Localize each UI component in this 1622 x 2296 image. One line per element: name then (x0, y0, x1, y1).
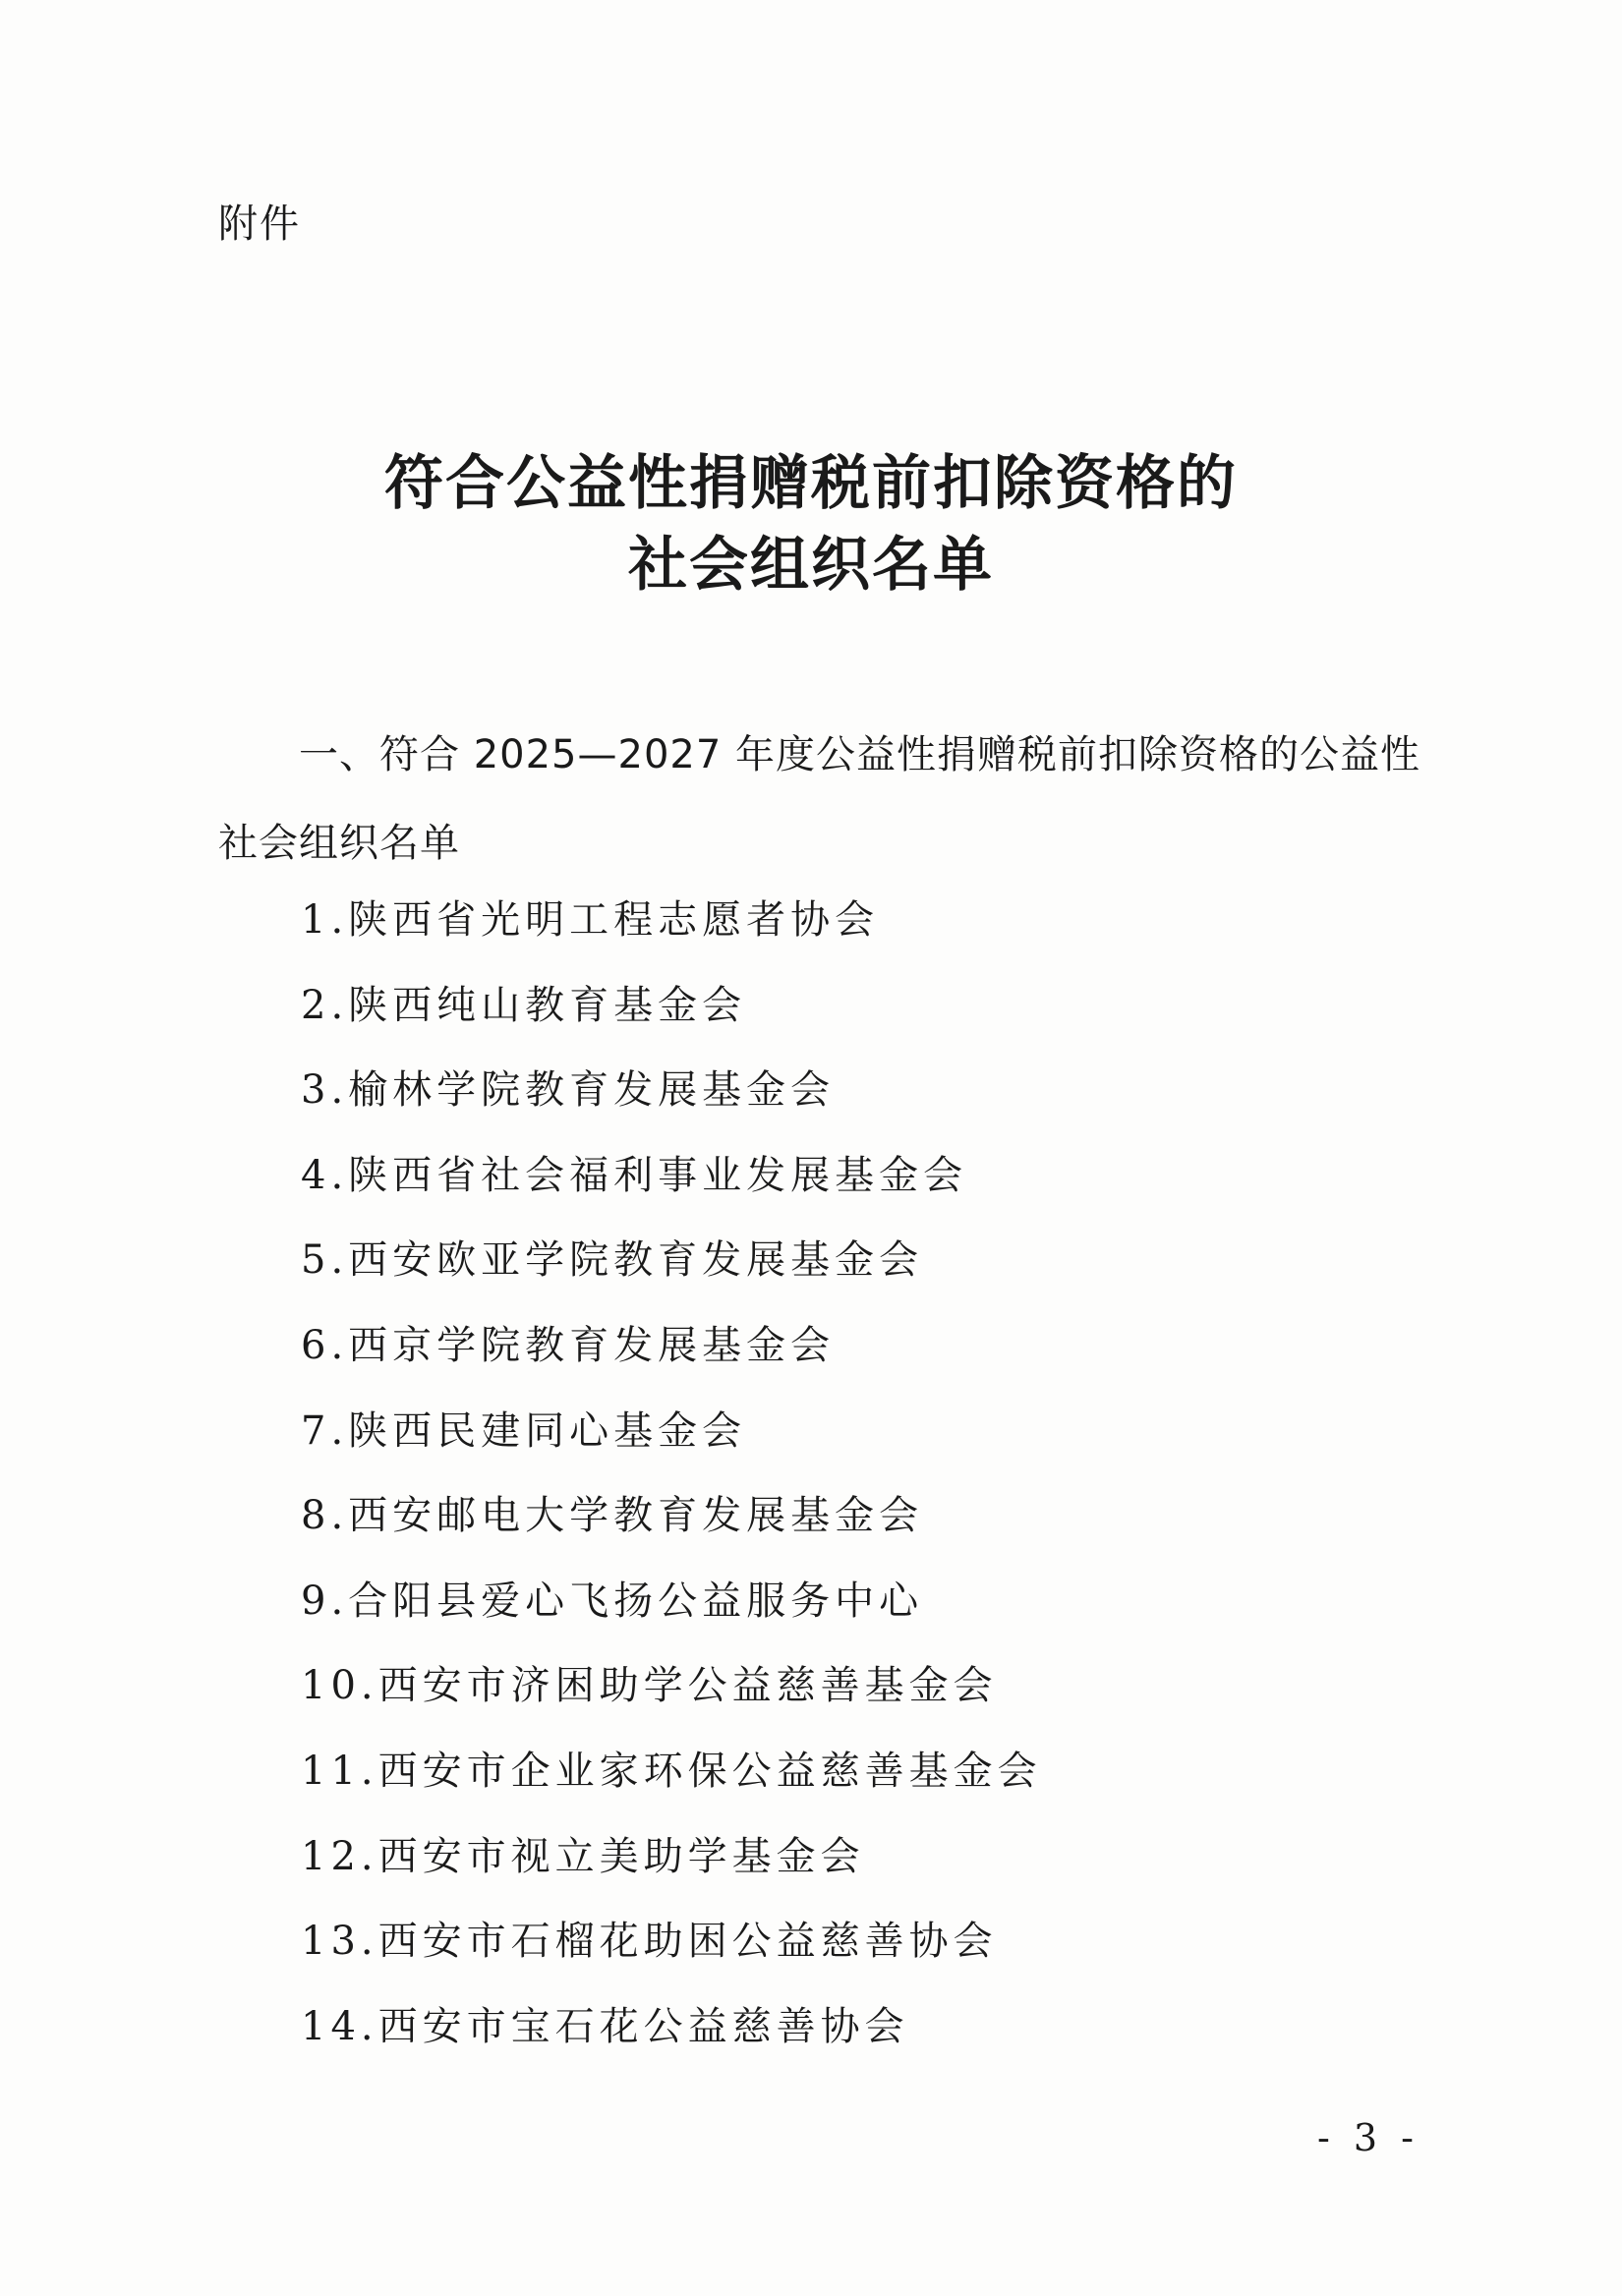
list-item: 12.西安市视立美助学基金会 (301, 1833, 865, 1879)
list-item: 5.西安欧亚学院教育发展基金会 (301, 1237, 924, 1284)
attachment-label: 附件 (218, 201, 301, 247)
organization-list (301, 878, 1042, 2069)
list-item: 8.西安邮电大学教育发展基金会 (301, 1493, 924, 1539)
page-number: - 3 - (1317, 2116, 1420, 2159)
list-item: 4.陕西省社会福利事业发展基金会 (301, 1152, 968, 1198)
section-heading (218, 711, 1437, 888)
list-item: 13.西安市石榴花助困公益慈善协会 (301, 1919, 998, 1965)
list-item: 9.合阳县爱心飞扬公益服务中心 (301, 1578, 924, 1624)
document-title-line-2: 社会组织名单 (628, 531, 994, 600)
list-item: 14.西安市宝石花公益慈善协会 (301, 2003, 909, 2049)
list-item: 6.西京学院教育发展基金会 (301, 1322, 836, 1368)
document-title-line-1: 符合公益性捐赠税前扣除资格的 (384, 449, 1238, 518)
list-item: 2.陕西纯山教育基金会 (301, 982, 747, 1028)
section-heading-text: 一、符合 2025—2027 年度公益性捐赠税前扣除资格的公益性社会组织名单 (218, 732, 1421, 866)
list-item: 3.榆林学院教育发展基金会 (301, 1067, 836, 1114)
list-item: 11.西安市企业家环保公益慈善基金会 (301, 1748, 1042, 1794)
list-item: 10.西安市济困助学公益慈善基金会 (301, 1663, 998, 1709)
list-item: 7.陕西民建同心基金会 (301, 1407, 747, 1454)
list-item: 1.陕西省光明工程志愿者协会 (301, 897, 880, 943)
